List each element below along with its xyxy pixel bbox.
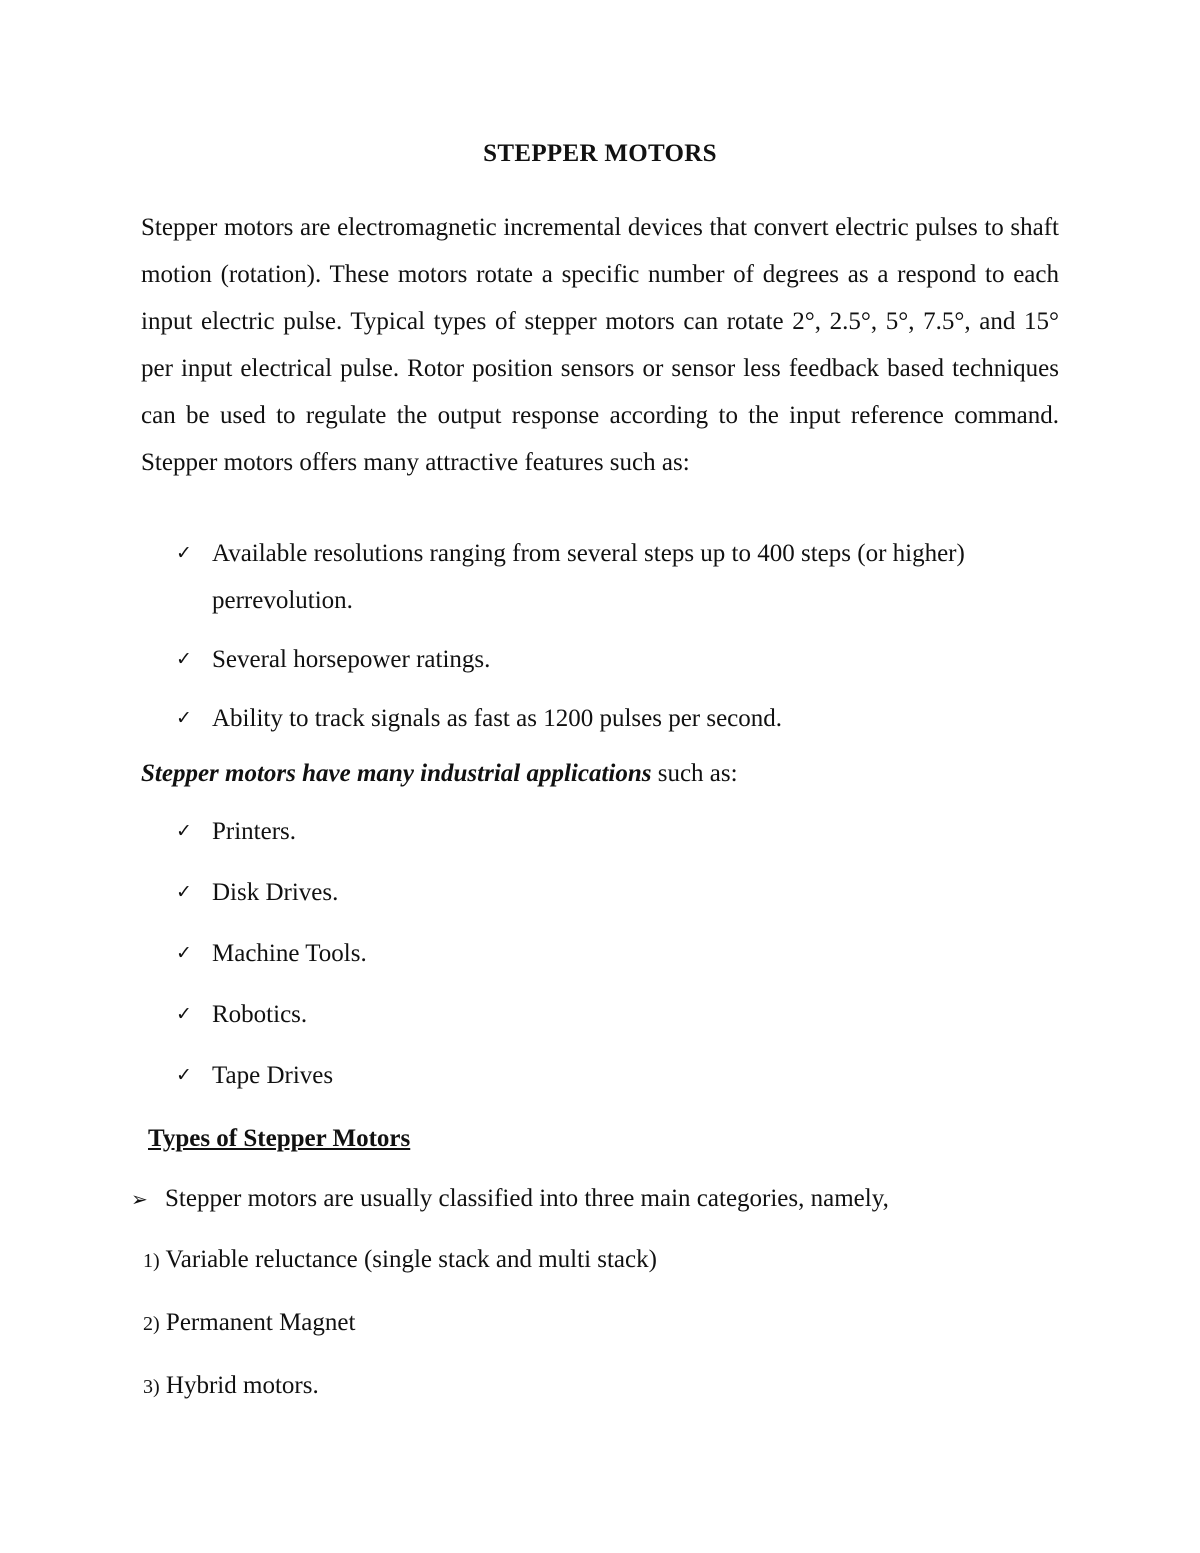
categories-list	[143, 1236, 657, 1425]
checkmark-icon: ✓	[176, 707, 192, 729]
category-text: Variable reluctance (single stack and multi stack)	[165, 1246, 657, 1273]
checkmark-icon: ✓	[176, 542, 192, 564]
applications-rest: such as:	[651, 760, 738, 787]
applications-list	[176, 808, 367, 1113]
applications-emphasis: Stepper motors have many industrial applications	[141, 760, 652, 787]
arrowhead-bullet-icon: ➢	[131, 1187, 148, 1211]
list-item	[143, 1299, 657, 1348]
application-text: Machine Tools.	[212, 940, 367, 967]
application-text: Robotics.	[212, 1001, 308, 1028]
feature-text: Ability to track signals as fast as 1200 pulses per second.	[212, 705, 783, 732]
application-text: Tape Drives	[212, 1062, 334, 1089]
list-item	[176, 930, 367, 977]
list-item	[176, 869, 367, 916]
checkmark-icon: ✓	[176, 1003, 192, 1025]
checkmark-icon: ✓	[176, 1064, 192, 1086]
list-item	[143, 1362, 657, 1411]
list-item	[176, 991, 367, 1038]
application-text: Disk Drives.	[212, 879, 339, 906]
intro-paragraph: Stepper motors are electromagnetic incremental devices that convert electric pulses to shaft motion (rotation). These motors rotate a specific number of degrees as a respond to each input electric pulse. Typical types of stepper motors can rotate 2°, 2.5°, 5°, 7.5°, and 15° per input electrical pulse. Rotor position sensors or sensor less feedback based techniques can be used to regulate the output response according to the input reference command. Stepper motors offers many attractive features such as:	[141, 214, 1059, 476]
list-item	[176, 695, 1026, 742]
checkmark-icon: ✓	[176, 881, 192, 903]
checkmark-icon: ✓	[176, 648, 192, 670]
feature-text: Available resolutions ranging from several steps up to 400 steps (or higher) perrevolution.	[212, 540, 965, 614]
list-item	[176, 808, 367, 855]
classification-line	[131, 1175, 889, 1223]
section-heading: Types of Stepper Motors	[148, 1125, 411, 1152]
category-text: Hybrid motors.	[165, 1372, 319, 1399]
applications-intro	[141, 750, 738, 797]
application-text: Printers.	[212, 818, 297, 845]
list-item	[176, 1052, 367, 1099]
list-item	[176, 530, 1026, 624]
list-item	[176, 636, 1026, 683]
category-number: 3)	[143, 1376, 160, 1398]
category-number: 1)	[143, 1250, 160, 1272]
checkmark-icon: ✓	[176, 942, 192, 964]
checkmark-icon: ✓	[176, 820, 192, 842]
feature-list	[176, 530, 1026, 754]
page-title: STEPPER MOTORS	[483, 140, 717, 167]
category-text: Permanent Magnet	[165, 1309, 356, 1336]
classification-text: Stepper motors are usually classified into three main categories, namely,	[165, 1185, 889, 1212]
feature-text: Several horsepower ratings.	[212, 646, 491, 673]
category-number: 2)	[143, 1313, 160, 1335]
list-item	[143, 1236, 657, 1285]
